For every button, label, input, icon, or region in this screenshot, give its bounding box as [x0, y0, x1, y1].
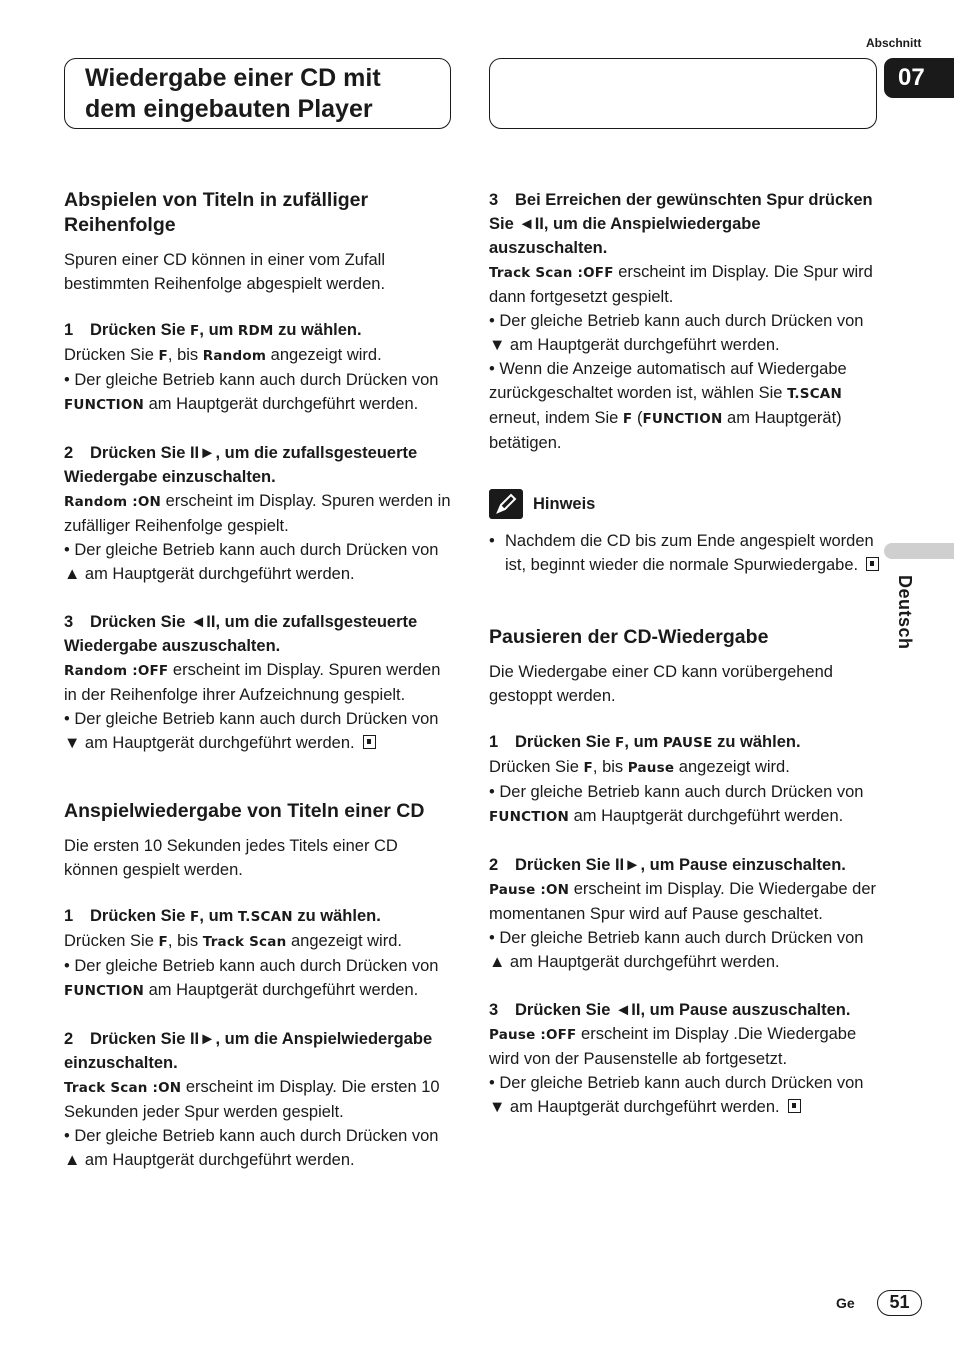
step-body: Track Scan :OFF erscheint im Display. Die Spur wird dann fortgesetzt gespielt. [489, 263, 873, 306]
end-mark-icon [866, 557, 879, 571]
random-step-2 [64, 441, 456, 586]
footer-language: Ge [836, 1295, 855, 1311]
step-heading: 3 Drücken Sie ◄II, um Pause auszuschalten. [489, 1001, 851, 1019]
scan-step-3 [489, 188, 881, 455]
section-heading-scan: Anspielwiedergabe von Titeln einer CD [64, 800, 425, 822]
step-body: Random :ON erscheint im Display. Spuren werden in zufälliger Reihenfolge gespielt. [64, 492, 451, 535]
page-title: Wiedergabe einer CD mit dem eingebauten Player [64, 58, 451, 129]
random-step-3 [64, 610, 456, 755]
language-label: Deutsch [895, 575, 915, 650]
step-heading: 2 Drücken Sie II►, um Pause einzuschalten. [489, 856, 846, 874]
end-mark-icon [788, 1099, 801, 1113]
random-step-1 [64, 318, 456, 417]
left-column [64, 188, 456, 1196]
step-body: Pause :OFF erscheint im Display .Die Wiedergabe wird von der Pausenstelle ab fortgesetzt. [489, 1025, 857, 1068]
scan-step-1 [64, 904, 456, 1003]
note-item: • Nachdem die CD bis zum Ende angespielt worden ist, beginnt wieder die normale Spurwiedergabe. [489, 529, 881, 577]
end-mark-icon [363, 735, 376, 749]
step-heading: 2 Drücken Sie II►, um die Anspielwiedergabe einzuschalten. [64, 1030, 433, 1072]
step-body: Track Scan :ON erscheint im Display. Die ersten 10 Sekunden jeder Spur werden gespielt. [64, 1078, 440, 1121]
step-bullet: • Der gleiche Betrieb kann auch durch Drücken von ▼ am Hauptgerät durchgeführt werden. [489, 312, 864, 354]
pause-step-1 [489, 730, 881, 829]
step-body: Drücken Sie F, bis Random angezeigt wird. [64, 346, 382, 364]
right-column [489, 188, 881, 1143]
section-intro-pause: Die Wiedergabe einer CD kann vorübergehend gestoppt werden. [489, 663, 833, 705]
note-pencil-icon [489, 489, 523, 519]
pause-step-2 [489, 853, 881, 974]
step-body: Drücken Sie F, bis Track Scan angezeigt wird. [64, 932, 402, 950]
step-heading: 1 Drücken Sie F, um T.SCAN zu wählen. [64, 907, 381, 925]
step-heading: 1 Drücken Sie F, um RDM zu wählen. [64, 321, 362, 339]
step-bullet: • Der gleiche Betrieb kann auch durch Drücken von ▼ am Hauptgerät durchgeführt werden. [489, 1074, 864, 1116]
step-heading: 3 Bei Erreichen der gewünschten Spur drücken Sie ◄II, um die Anspielwiedergabe auszuschalten. [489, 191, 873, 257]
step-bullet: • Der gleiche Betrieb kann auch durch Drücken von ▲ am Hauptgerät durchgeführt werden. [64, 1127, 439, 1169]
step-bullet: • Der gleiche Betrieb kann auch durch Drücken von ▼ am Hauptgerät durchgeführt werden. [64, 710, 439, 752]
note-list [489, 529, 881, 577]
step-heading: 2 Drücken Sie II►, um die zufallsgesteuerte Wiedergabe einzuschalten. [64, 444, 418, 486]
pause-step-3 [489, 998, 881, 1119]
note-header [489, 489, 881, 519]
language-tab [884, 543, 954, 559]
chapter-number-tab: 07 [884, 58, 954, 98]
section-label: Abschnitt [866, 36, 922, 50]
step-bullet: • Der gleiche Betrieb kann auch durch Drücken von ▲ am Hauptgerät durchgeführt werden. [489, 929, 864, 971]
step-bullet: • Der gleiche Betrieb kann auch durch Drücken von ▲ am Hauptgerät durchgeführt werden. [64, 541, 439, 583]
step-heading: 1 Drücken Sie F, um PAUSE zu wählen. [489, 733, 801, 751]
empty-title-box [489, 58, 877, 129]
scan-step-2 [64, 1027, 456, 1172]
page-number: 51 [877, 1290, 922, 1316]
section-intro-scan: Die ersten 10 Sekunden jedes Titels einer CD können gespielt werden. [64, 837, 398, 879]
step-bullet: • Der gleiche Betrieb kann auch durch Drücken von FUNCTION am Hauptgerät durchgeführt werden. [489, 783, 864, 825]
section-heading-pause: Pausieren der CD-Wiedergabe [489, 626, 769, 648]
section-intro-random: Spuren einer CD können in einer vom Zufall bestimmten Reihenfolge abgespielt werden. [64, 251, 386, 293]
step-bullet: • Der gleiche Betrieb kann auch durch Drücken von FUNCTION am Hauptgerät durchgeführt werden. [64, 957, 439, 999]
note-label: Hinweis [533, 495, 596, 513]
section-heading-random: Abspielen von Titeln in zufälliger Reihenfolge [64, 189, 369, 236]
step-bullet: • Der gleiche Betrieb kann auch durch Drücken von FUNCTION am Hauptgerät durchgeführt werden. [64, 371, 439, 413]
step-body: Random :OFF erscheint im Display. Spuren werden in der Reihenfolge ihrer Aufzeichnung gespielt. [64, 661, 441, 704]
step-bullet: • Wenn die Anzeige automatisch auf Wiedergabe zurückgeschaltet worden ist, wählen Sie T.SCAN erneut, indem Sie F (FUNCTION am Hauptgerät) betätigen. [489, 360, 847, 452]
step-body: Pause :ON erscheint im Display. Die Wiedergabe der momentanen Spur wird auf Pause geschaltet. [489, 880, 877, 923]
step-heading: 3 Drücken Sie ◄II, um die zufallsgesteuerte Wiedergabe auszuschalten. [64, 613, 418, 655]
step-body: Drücken Sie F, bis Pause angezeigt wird. [489, 758, 790, 776]
